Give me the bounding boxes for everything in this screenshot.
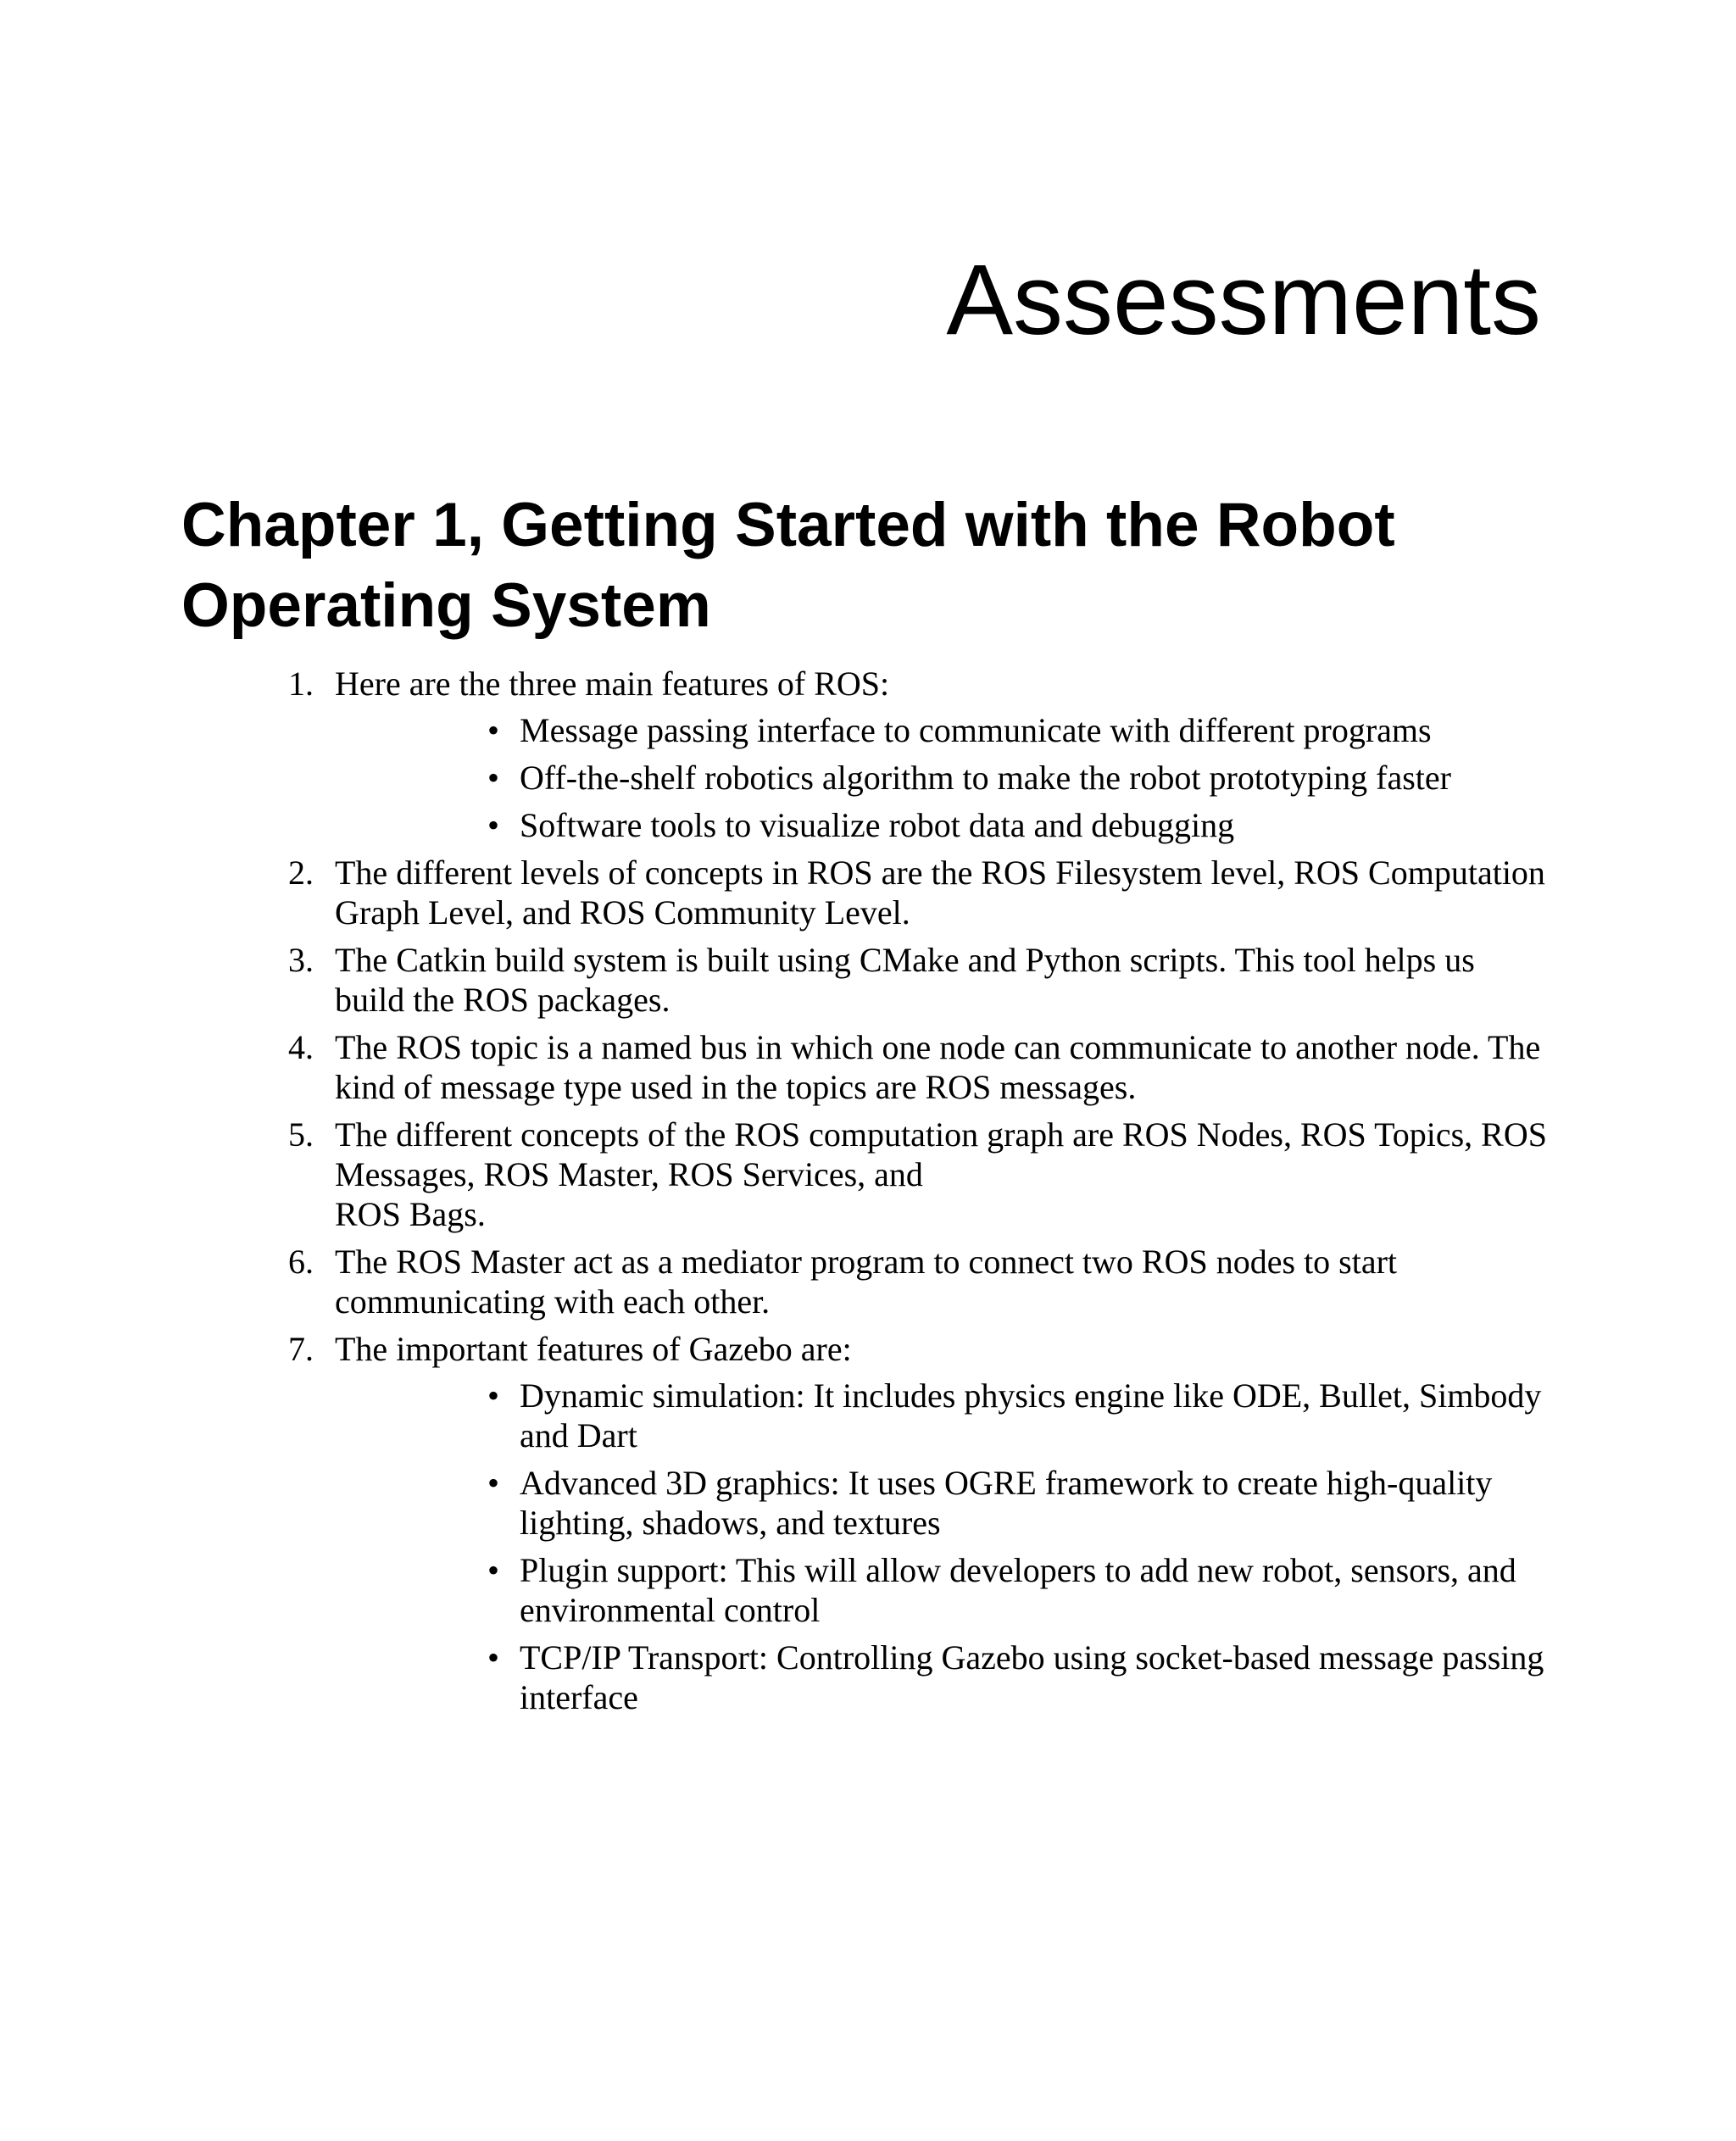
feature-text: TCP/IP Transport: Controlling Gazebo using socket-based message passing interface <box>520 1638 1544 1716</box>
feature-item <box>487 1376 1551 1455</box>
answer-number: 4. <box>288 1028 314 1066</box>
feature-item <box>487 1463 1551 1543</box>
feature-item <box>487 805 1551 845</box>
feature-item <box>487 1638 1551 1717</box>
feature-item <box>487 1550 1551 1630</box>
answer-text: The different levels of concepts in ROS are the ROS Filesystem level, ROS Computation Graph Level, and ROS Community Level. <box>335 854 1545 931</box>
answer-number: 6. <box>288 1243 314 1281</box>
answer-text: The important features of Gazebo are: <box>335 1330 852 1368</box>
bullet-icon: • <box>487 711 500 749</box>
feature-text: Off-the-shelf robotics algorithm to make the robot prototyping faster <box>520 759 1451 797</box>
feature-text: Advanced 3D graphics: It uses OGRE framework to create high-quality lighting, shadows, and textures <box>520 1464 1493 1542</box>
answer-item-3 <box>288 940 1551 1020</box>
feature-item <box>487 758 1551 798</box>
answer-text-continued: ROS Bags. <box>335 1195 486 1233</box>
answers-list <box>288 664 1551 1725</box>
answer-text: The Catkin build system is built using CMake and Python scripts. This tool helps us build the ROS packages. <box>335 941 1475 1019</box>
answer-number: 5. <box>288 1115 314 1154</box>
answer-number: 1. <box>288 665 314 703</box>
answer-item-5 <box>288 1115 1551 1234</box>
answer-item-1 <box>288 664 1551 845</box>
answer-number: 2. <box>288 854 314 892</box>
bullet-icon: • <box>487 1551 500 1589</box>
answer-text: The different concepts of the ROS computation graph are ROS Nodes, ROS Topics, ROS Messages, ROS Master, ROS Services, and <box>335 1115 1547 1193</box>
answer-number: 3. <box>288 941 314 979</box>
answer-item-6 <box>288 1242 1551 1321</box>
feature-list <box>335 710 1551 845</box>
feature-text: Software tools to visualize robot data and debugging <box>520 806 1235 844</box>
answer-item-7 <box>288 1329 1551 1717</box>
answer-number: 7. <box>288 1330 314 1368</box>
bullet-icon: • <box>487 1464 500 1502</box>
bullet-icon: • <box>487 1376 500 1415</box>
gazebo-feature-list <box>335 1376 1551 1717</box>
chapter-heading: Chapter 1, Getting Started with the Robot Operating System <box>181 491 1395 640</box>
bullet-icon: • <box>487 759 500 797</box>
bullet-icon: • <box>487 1638 500 1677</box>
feature-item <box>487 710 1551 750</box>
answer-item-2 <box>288 853 1551 932</box>
answer-text: Here are the three main features of ROS: <box>335 665 890 703</box>
answer-text: The ROS topic is a named bus in which one node can communicate to another node. The kind of message type used in the topics are ROS messages. <box>335 1028 1541 1106</box>
page-title: Assessments <box>946 244 1541 356</box>
bullet-icon: • <box>487 806 500 844</box>
feature-text: Dynamic simulation: It includes physics engine like ODE, Bullet, Simbody and Dart <box>520 1376 1542 1454</box>
answer-item-4 <box>288 1027 1551 1107</box>
feature-text: Message passing interface to communicate with different programs <box>520 711 1432 749</box>
feature-text: Plugin support: This will allow developers to add new robot, sensors, and environmental control <box>520 1551 1516 1629</box>
answer-text: The ROS Master act as a mediator program to connect two ROS nodes to start communicating with each other. <box>335 1243 1398 1321</box>
